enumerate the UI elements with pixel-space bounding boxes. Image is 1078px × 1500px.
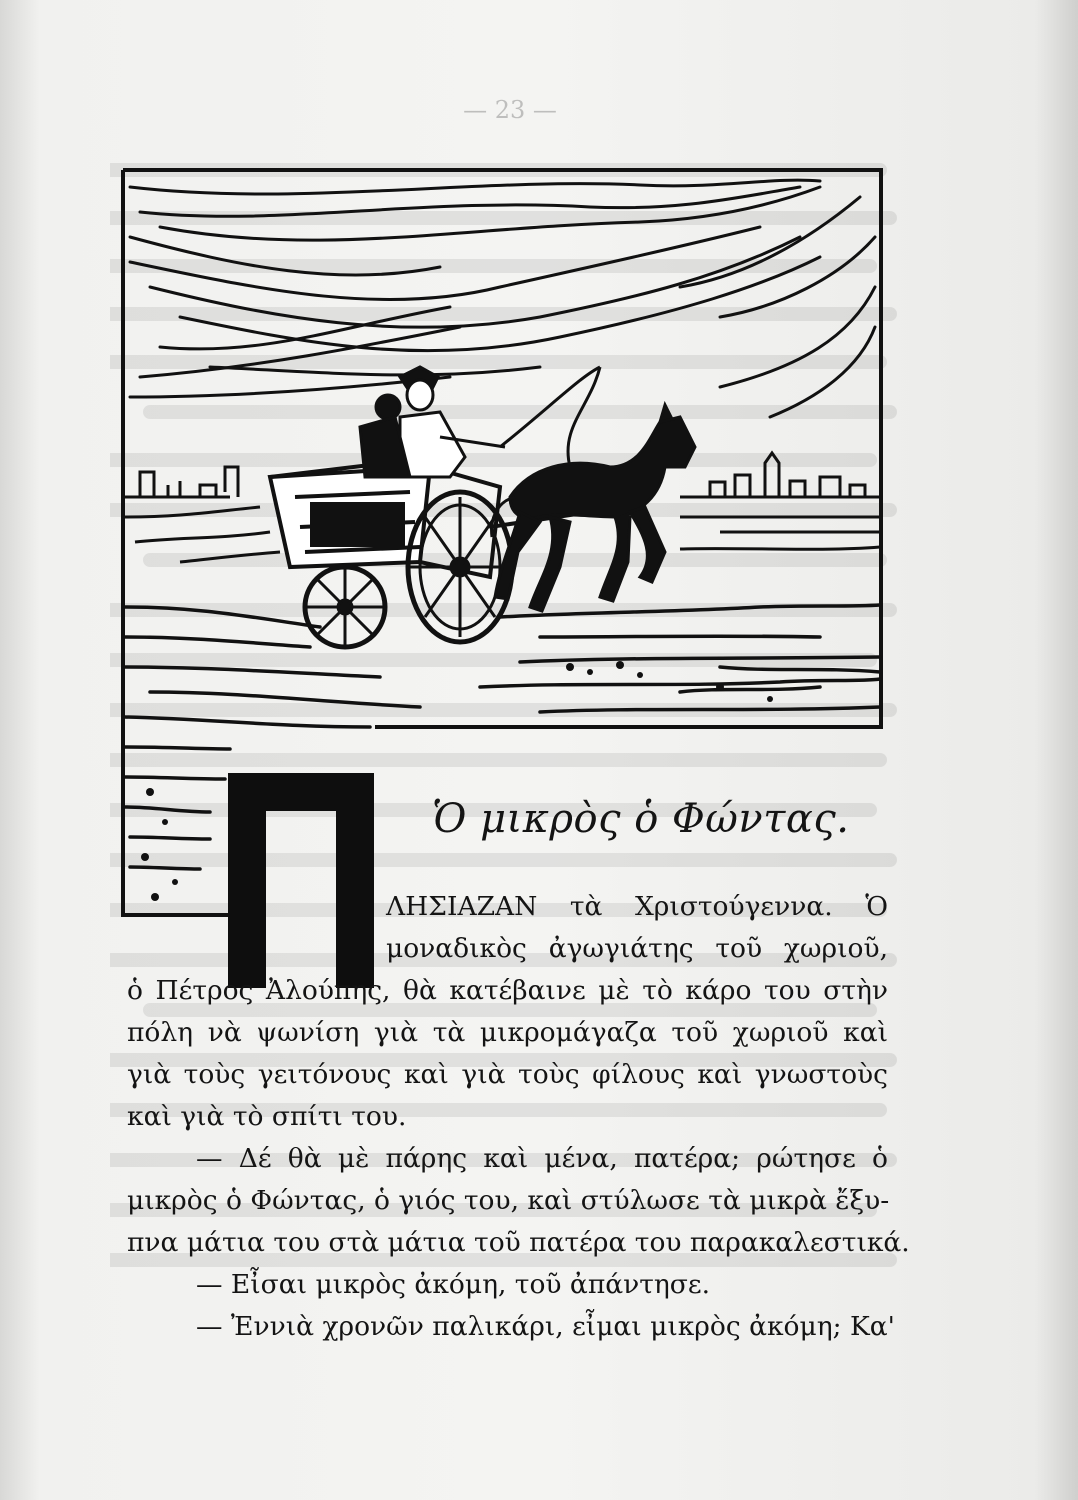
text-line-2: μοναδικὸς ἀγωγιάτης τοῦ χωριοῦ, <box>386 933 888 964</box>
drop-cap <box>228 773 374 988</box>
text-line-7: — Δέ θὰ μὲ πάρης καὶ μένα, πατέρα; ρώτησε ὁ <box>196 1143 888 1174</box>
text-line-5: γιὰ τοὺς γειτόνους καὶ γιὰ τοὺς φίλους καὶ γνωστοὺς <box>127 1059 888 1090</box>
text-line-11: — Ἐννιὰ χρονῶν παλικάρι, εἶμαι μικρὸς ἀκόμη; Κα' <box>196 1311 895 1342</box>
story-title: Ὁ μικρὸς ὁ Φώντας. <box>432 796 850 842</box>
text-line-3: ὁ Πέτρος Ἀλούπης, θὰ κατέβαινε μὲ τὸ κάρο του στὴν <box>127 975 888 1006</box>
text-line-1: ΛΗΣΙΑΖΑΝ τὰ Χριστούγεννα. Ὁ <box>386 891 888 922</box>
text-line-4: πόλη νὰ ψωνίση γιὰ τὰ μικρομάγαζα τοῦ χωριοῦ καὶ <box>127 1017 888 1048</box>
text-line-9: πνα μάτια του στὰ μάτια τοῦ πατέρα του παρακαλεστικά. <box>127 1227 910 1258</box>
page-number: — 23 — <box>463 96 557 124</box>
text-line-6: καὶ γιὰ τὸ σπίτι του. <box>127 1101 407 1132</box>
text-line-10: — Εἶσαι μικρὸς ἀκόμη, τοῦ ἀπάντησε. <box>196 1269 711 1300</box>
text-line-8: μικρὸς ὁ Φώντας, ὁ γιός του, καὶ στύλωσε τὰ μικρὰ ἔξυ- <box>127 1185 890 1216</box>
